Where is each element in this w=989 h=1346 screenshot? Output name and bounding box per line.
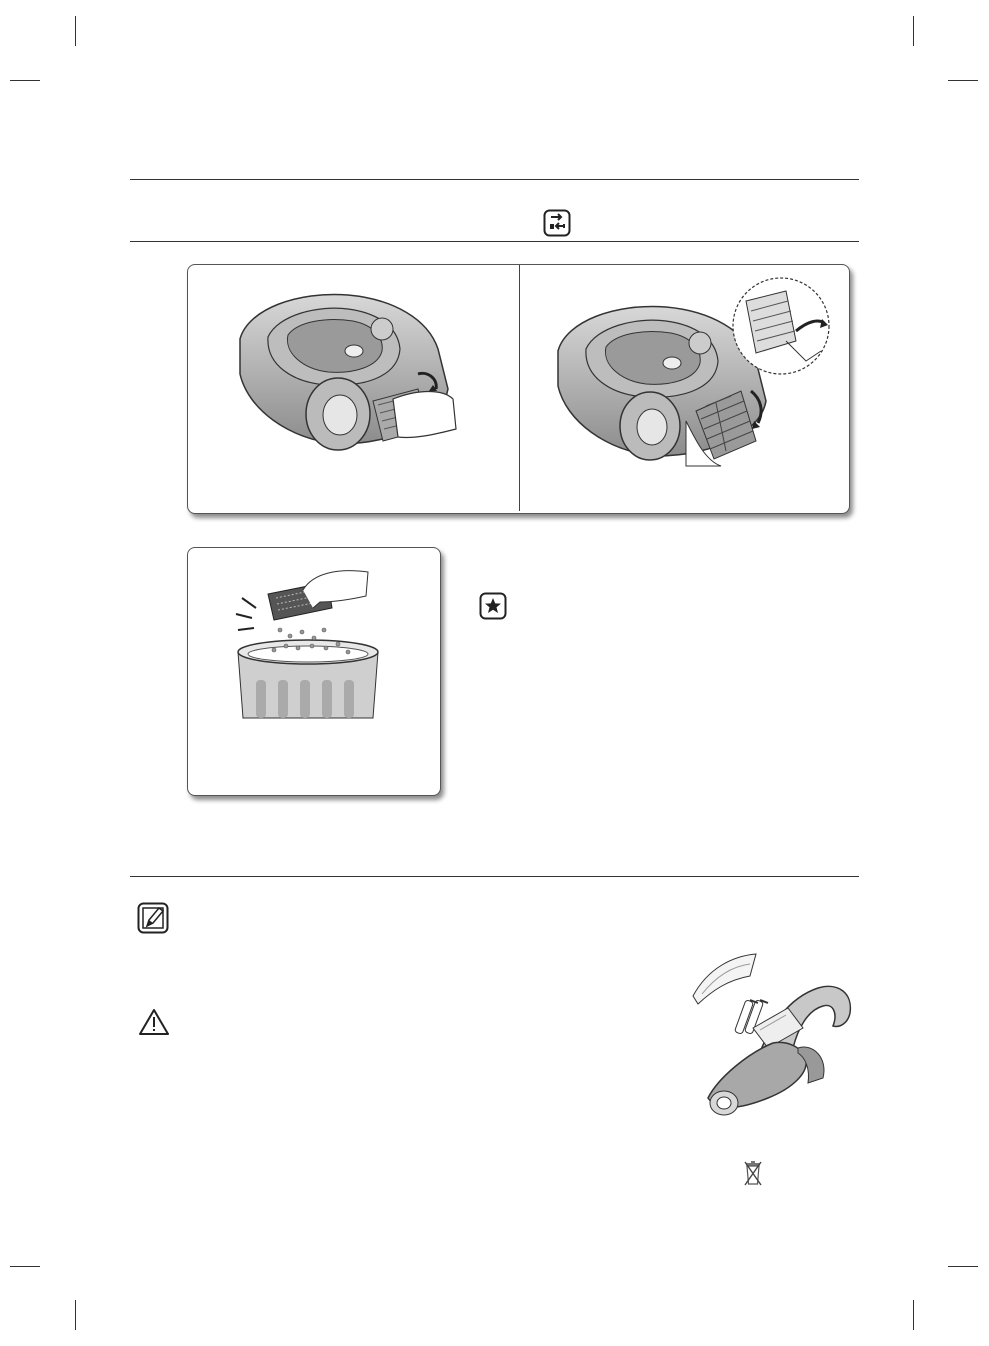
warning-triangle-icon bbox=[138, 1008, 170, 1036]
crop-mark bbox=[948, 1266, 978, 1267]
crossed-out-bin-icon bbox=[743, 1159, 763, 1187]
vacuum-filter-release-illustration bbox=[546, 271, 836, 486]
panel-divider bbox=[519, 265, 520, 511]
step-illustrations-panel bbox=[187, 264, 850, 514]
empty-filter-panel bbox=[187, 547, 441, 796]
crop-mark bbox=[10, 1266, 40, 1267]
crop-mark bbox=[75, 1300, 76, 1330]
section-rule-lower bbox=[130, 876, 859, 877]
filter-emptied-into-bin-illustration bbox=[228, 568, 388, 720]
note-pencil-icon bbox=[137, 902, 169, 934]
crop-mark bbox=[948, 80, 978, 81]
vacuum-remove-filter-illustration bbox=[228, 279, 468, 474]
crop-mark bbox=[10, 80, 40, 81]
crop-mark bbox=[913, 1300, 914, 1330]
unplug-icon bbox=[543, 209, 571, 237]
section-rule-top bbox=[130, 179, 859, 180]
handle-battery-compartment-illustration bbox=[688, 948, 858, 1128]
star-icon bbox=[479, 592, 507, 620]
section-rule-header-bottom bbox=[130, 241, 859, 242]
crop-mark bbox=[75, 16, 76, 46]
crop-mark bbox=[913, 16, 914, 46]
